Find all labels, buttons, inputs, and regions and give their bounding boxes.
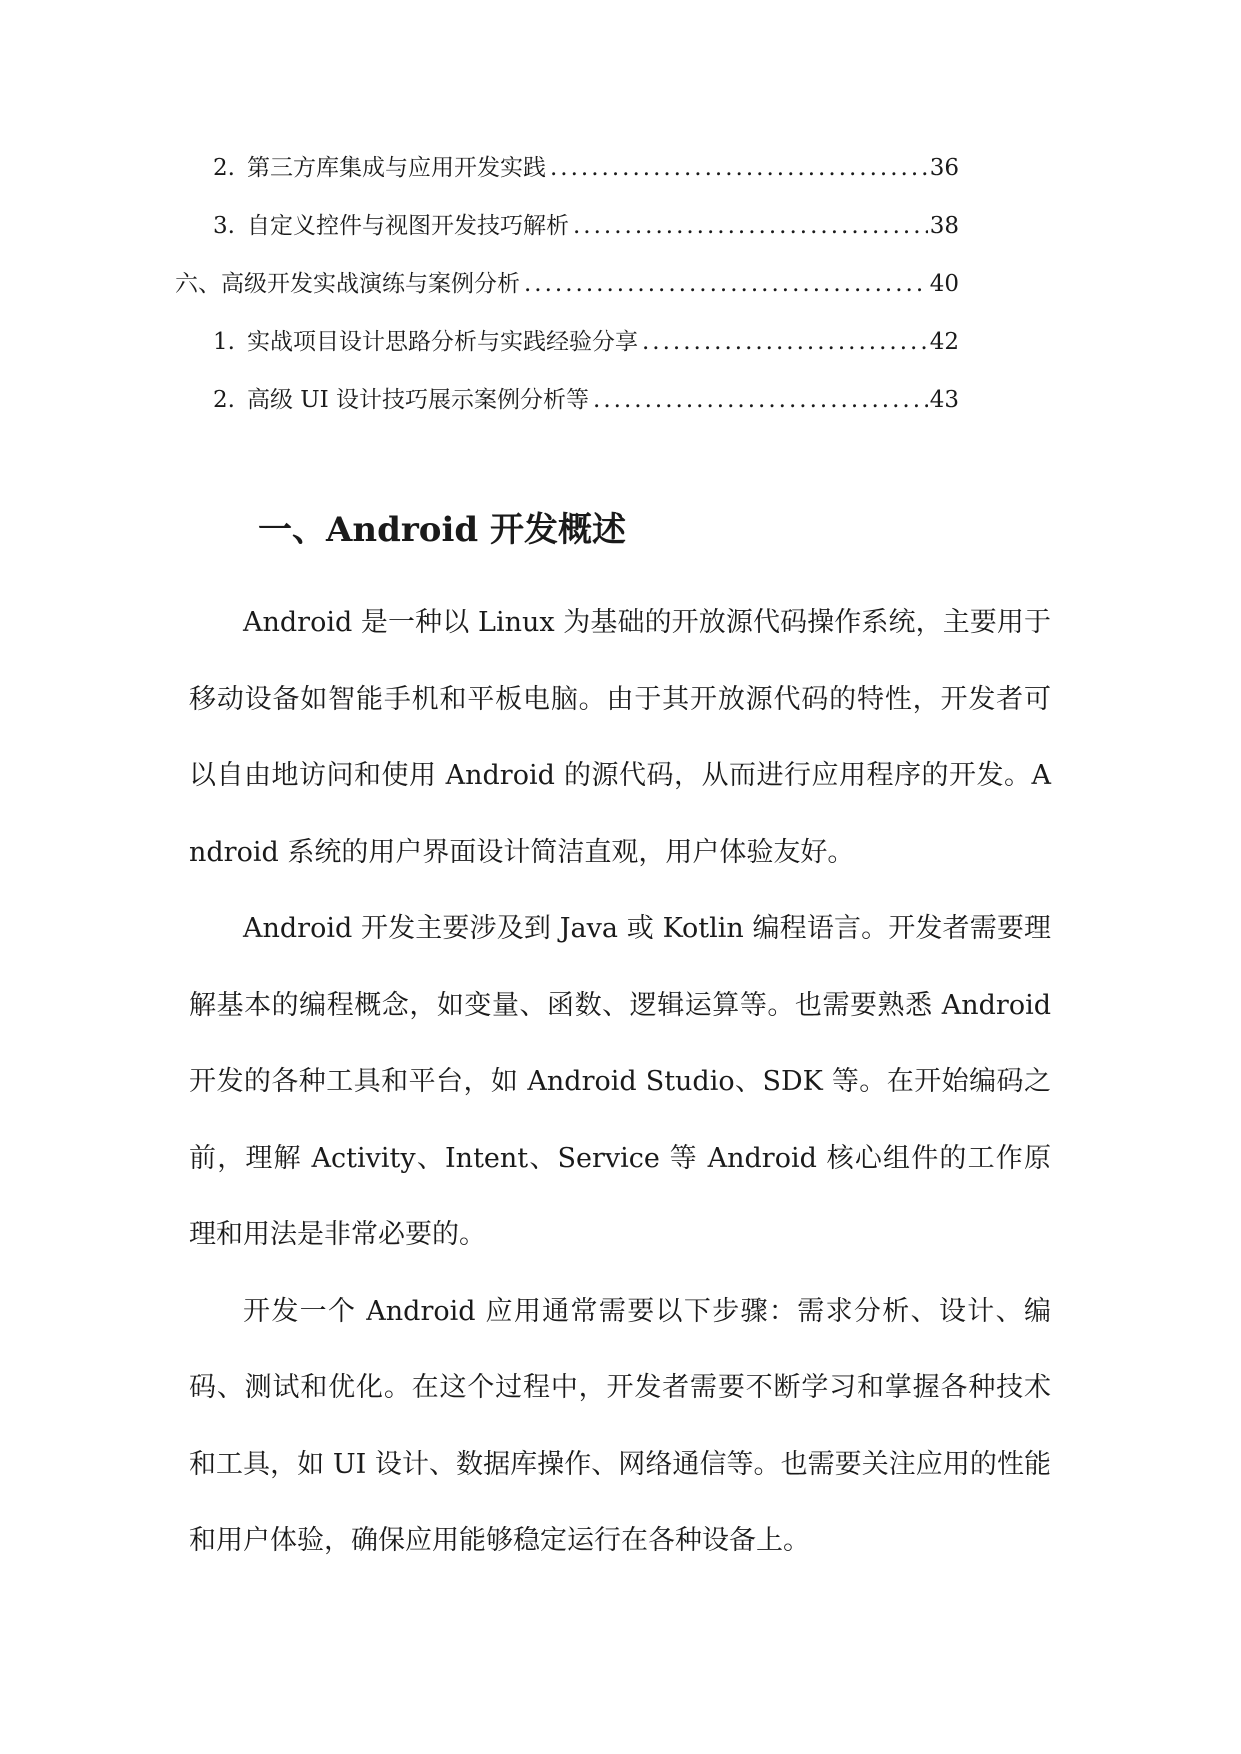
toc-entry-page: 36 [929, 155, 959, 181]
toc-entry-page: 43 [929, 387, 959, 413]
section-heading: 一、Android 开发概述 [258, 510, 626, 550]
toc-entry-page: 38 [929, 213, 959, 239]
paragraph: 开发一个 Android 应用通常需要以下步骤：需求分析、设计、编码、测试和优化。在这个过程中，开发者需要不断学习和掌握各种技术和工具，如 UI 设计、数据库操作、网络通信等。也需要关注应用的性能和用户体验，确保应用能够稳定运行在各种设备上。 [189, 1295, 1051, 1556]
toc-entry[interactable] [189, 380, 959, 420]
toc-entry-number: 3. [213, 213, 235, 239]
toc-entry-title: 第三方库集成与应用开发实践 [246, 155, 546, 181]
toc-entry-page: 42 [929, 329, 959, 355]
toc-entry[interactable] [189, 206, 959, 246]
toc-entry-number: 2. [213, 155, 235, 181]
toc-entry-title: 自定义控件与视图开发技巧解析 [246, 213, 569, 239]
toc-dot-leader [550, 148, 928, 188]
toc-entry-chapter[interactable] [175, 264, 959, 304]
toc-dot-leader [593, 380, 928, 420]
toc-entry-title: 实战项目设计思路分析与实践经验分享 [246, 329, 638, 355]
toc-entry[interactable] [189, 322, 959, 362]
toc-dot-leader [642, 322, 928, 362]
toc-entry-title: 高级 UI 设计技巧展示案例分析等 [246, 387, 590, 413]
toc-entry-title: 六、高级开发实战演练与案例分析 [175, 271, 520, 297]
toc-dot-leader [573, 206, 928, 246]
toc-entry-number: 1. [213, 329, 235, 355]
paragraph: Android 开发主要涉及到 Java 或 Kotlin 编程语言。开发者需要理解基本的编程概念，如变量、函数、逻辑运算等。也需要熟悉 Android 开发的各种工具和平台，如 Android Studio、SDK 等。在开始编码之前，理解 Activity、Intent、Service 等 Android 核心组件的工作原理和用法是非常必要的。 [189, 913, 1051, 1250]
body-text [189, 585, 1051, 1580]
toc-dot-leader [524, 264, 928, 304]
toc-entry-page: 40 [929, 271, 959, 297]
toc-entry[interactable] [189, 148, 959, 188]
paragraph: Android 是一种以 Linux 为基础的开放源代码操作系统，主要用于移动设备如智能手机和平板电脑。由于其开放源代码的特性，开发者可以自由地访问和使用 Android 的源代码，从而进行应用程序的开发。Android 系统的用户界面设计简洁直观，用户体验友好。 [189, 607, 1051, 868]
toc-entry-number: 2. [213, 387, 235, 413]
